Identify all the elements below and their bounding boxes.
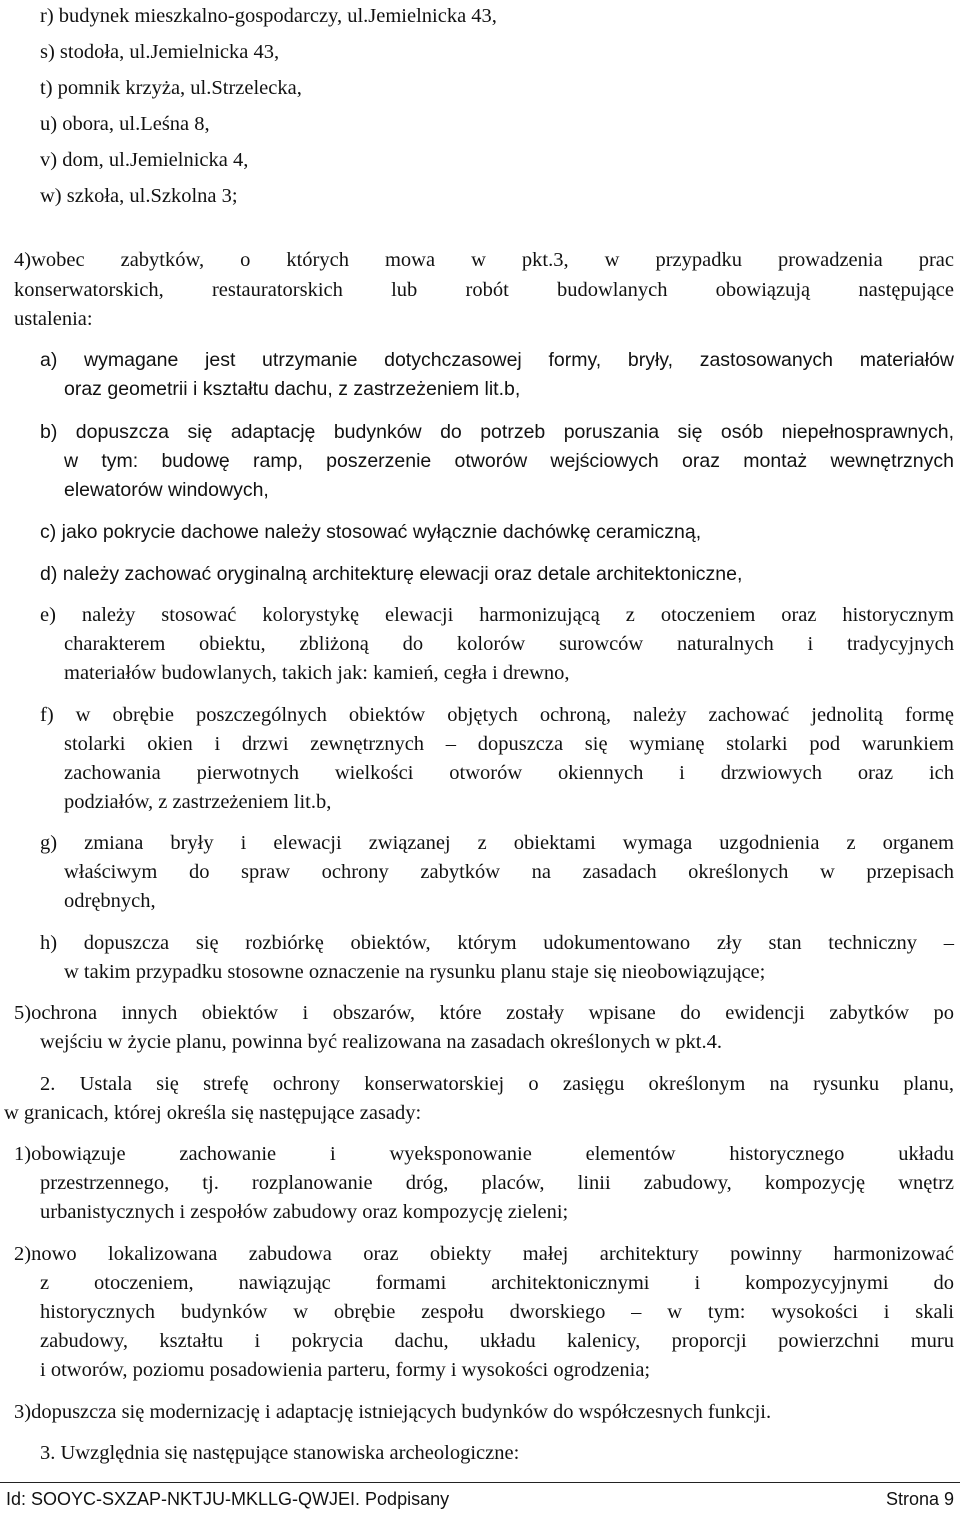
item-f-line-1: f) w obrębie poszczególnych obiektów objętych ochroną, należy zachować jednolitą formę	[40, 704, 954, 726]
section-2-line-1: 2. Ustala się strefę ochrony konserwatorskiej o zasięgu określonym na rysunku planu,	[40, 1073, 954, 1095]
item-h-line-1: h) dopuszcza się rozbiórkę obiektów, którym udokumentowano zły stan techniczny –	[40, 932, 954, 954]
list-item-r: r) budynek mieszkalno-gospodarczy, ul.Jemielnicka 43,	[40, 5, 497, 27]
section-3-heading: 3. Uwzględnia się następujące stanowiska archeologiczne:	[40, 1442, 520, 1464]
section-2-p2-line-5: i otworów, poziomu posadowienia parteru, formy i wysokości ogrodzenia;	[40, 1359, 651, 1381]
section-2-p1-line-2: przestrzennego, tj. rozplanowanie dróg, placów, linii zabudowy, kompozycję wnętrz	[40, 1172, 954, 1194]
section-2-p2-line-2: z otoczeniem, nawiązując formami architektonicznymi i kompozycyjnymi do	[40, 1272, 954, 1294]
item-c: c) jako pokrycie dachowe należy stosować wyłącznie dachówkę ceramiczną,	[40, 521, 702, 543]
item-f-line-2: stolarki okien i drzwi zewnętrznych – dopuszcza się wymianę stolarki pod warunkiem	[64, 733, 954, 755]
section-2-p1-line-1: 1)obowiązuje zachowanie i wyeksponowanie elementów historycznego układu	[14, 1143, 954, 1165]
item-e-line-2: charakterem obiektu, zbliżoną do kolorów surowców naturalnych i tradycyjnych	[64, 633, 954, 655]
item-g-line-3: odrębnych,	[64, 890, 156, 912]
section-2-p1-line-3: urbanistycznych i zespołów zabudowy oraz kompozycję zieleni;	[40, 1201, 569, 1223]
footer-divider	[0, 1482, 960, 1483]
item-b-line-3: elewatorów windowych,	[64, 479, 269, 501]
footer-document-id: Id: SOOYC-SXZAP-NKTJU-MKLLG-QWJEI. Podpisany	[6, 1489, 450, 1509]
section-2-p3: 3)dopuszcza się modernizację i adaptację istniejących budynków do współczesnych funkcji.	[14, 1401, 772, 1423]
item-f-line-4: podziałów, z zastrzeżeniem lit.b,	[64, 791, 332, 813]
point-4-line-3: ustalenia:	[14, 308, 93, 330]
item-d: d) należy zachować oryginalną architekturę elewacji oraz detale architektoniczne,	[40, 563, 743, 585]
section-2-p2-line-1: 2)nowo lokalizowana zabudowa oraz obiekty małej architektury powinny harmonizować	[14, 1243, 954, 1265]
section-2-p2-line-3: historycznych budynków w obrębie zespołu dworskiego – w tym: wysokości i skali	[40, 1301, 954, 1323]
list-item-s: s) stodoła, ul.Jemielnicka 43,	[40, 41, 280, 63]
point-5-line-2: wejściu w życie planu, powinna być realizowana na zasadach określonych w pkt.4.	[40, 1031, 722, 1053]
footer-page-number: Strona 9	[885, 1489, 954, 1509]
list-item-w: w) szkoła, ul.Szkolna 3;	[40, 185, 238, 207]
item-e-line-1: e) należy stosować kolorystykę elewacji harmonizującą z otoczeniem oraz historycznym	[40, 604, 954, 626]
item-b-line-2: w tym: budowę ramp, poszerzenie otworów wejściowych oraz montaż wewnętrznych	[64, 450, 954, 472]
section-2-line-2: w granicach, której określa się następujące zasady:	[4, 1102, 422, 1124]
point-4-line-2: konserwatorskich, restauratorskich lub robót budowlanych obowiązują następujące	[14, 279, 954, 301]
item-e-line-3: materiałów budowlanych, takich jak: kamień, cegła i drewno,	[64, 662, 570, 684]
list-item-u: u) obora, ul.Leśna 8,	[40, 113, 210, 135]
item-b-line-1: b) dopuszcza się adaptację budynków do potrzeb poruszania się osób niepełnosprawnych,	[40, 421, 954, 443]
section-2-p2-line-4: zabudowy, kształtu i pokrycia dachu, układu kalenicy, proporcji powierzchni muru	[40, 1330, 954, 1352]
item-g-line-2: właściwym do spraw ochrony zabytków na zasadach określonych w przepisach	[64, 861, 954, 883]
item-g-line-1: g) zmiana bryły i elewacji związanej z obiektami wymaga uzgodnienia z organem	[40, 832, 954, 854]
item-a-line-1: a) wymagane jest utrzymanie dotychczasowej formy, bryły, zastosowanych materiałów	[40, 349, 954, 371]
item-h-line-2: w takim przypadku stosowne oznaczenie na rysunku planu staje się nieobowiązujące;	[64, 961, 766, 983]
list-item-t: t) pomnik krzyża, ul.Strzelecka,	[40, 77, 302, 99]
list-item-v: v) dom, ul.Jemielnicka 4,	[40, 149, 249, 171]
item-f-line-3: zachowania pierwotnych wielkości otworów okiennych i drzwiowych oraz ich	[64, 762, 954, 784]
point-4-line-1: 4)wobec zabytków, o których mowa w pkt.3, w przypadku prowadzenia prac	[14, 249, 954, 271]
point-5-line-1: 5)ochrona innych obiektów i obszarów, które zostały wpisane do ewidencji zabytków po	[14, 1002, 954, 1024]
item-a-line-2: oraz geometrii i kształtu dachu, z zastrzeżeniem lit.b,	[64, 378, 521, 400]
